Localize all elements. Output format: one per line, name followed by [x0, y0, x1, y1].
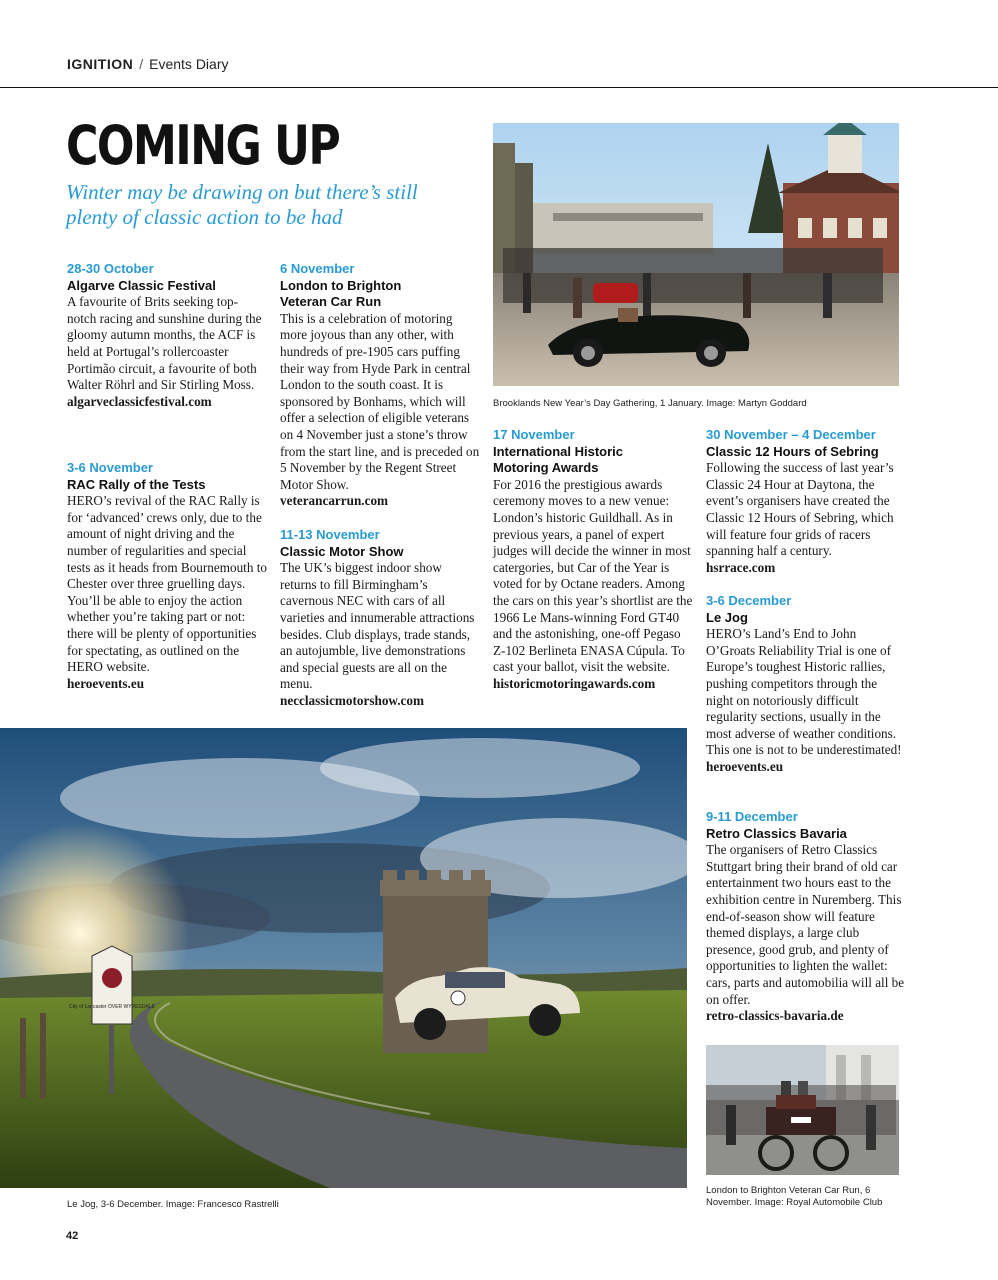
london-brighton-photo	[706, 1045, 899, 1175]
lejog-caption: Le Jog, 3-6 December. Image: Francesco Rastrelli	[67, 1199, 279, 1210]
event-name: Le Jog	[706, 609, 748, 625]
event-body: The UK’s biggest indoor show returns to fill Birmingham’s cavernous NEC with cars of all varieties and innumerable attractions besides. Club displays, trade stands, an autojumble, live demonstrations and special guests are all on the menu.	[280, 560, 475, 692]
london-brighton-image	[706, 1045, 899, 1175]
event-date: 3-6 November	[67, 460, 153, 475]
event-url[interactable]: historicmotoringawards.com	[493, 675, 656, 691]
event-date: 17 November	[493, 427, 575, 442]
event-name: Retro Classics Bavaria	[706, 825, 847, 841]
section-label: IGNITION	[67, 56, 134, 72]
lejog-photo	[0, 728, 687, 1188]
event-date: 3-6 December	[706, 593, 792, 608]
standfirst: Winter may be drawing on but there’s still plenty of classic action to be had	[66, 180, 418, 229]
event-body: This is a celebration of motoring more joyous than any other, with hundreds of pre-1905 cars puffing their way from Hyde Park in central London to the south coast. It is sponsored by Bonhams, which will offer a selection of eligible veterans on 4 November just a stone’s throw from the start line, and is preceded on 5 November by the Regent Street Motor Show.	[280, 310, 480, 492]
event-body: For 2016 the prestigious awards ceremony moves to a new venue: London’s historic Guildhall. As in previous years, a panel of expert judges will decide the winner in most catergories, but Car of the Year is voted for by Octane readers. Among the cars on this year’s shortlist are the 1966 Le Mans-winning Ford GT40 and the astonishing, one-off Pegaso Z-102 Berlineta ENASA Cúpula. To cast your ballot, visit the website.	[493, 476, 693, 675]
event-body: A favourite of Brits seeking top-notch racing and sunshine during the gloomy autumn months, the ACF is held at Portugal’s rollercoaster Portimão circuit, a favourite of both Walter Röhrl and Sir Stirling Moss.	[67, 294, 262, 393]
event-url[interactable]: heroevents.eu	[706, 758, 784, 774]
event-date: 30 November – 4 December	[706, 427, 876, 442]
page-number: 42	[66, 1230, 79, 1242]
lejog-image	[0, 728, 687, 1188]
event-date: 28-30 October	[67, 261, 154, 276]
london-brighton-caption: London to Brighton Veteran Car Run, 6 November. Image: Royal Automobile Club	[706, 1185, 883, 1208]
event-url[interactable]: heroevents.eu	[67, 675, 145, 691]
event-name: Classic Motor Show	[280, 543, 404, 559]
event-name: Algarve Classic Festival	[67, 277, 216, 293]
event-algarve	[67, 261, 267, 410]
running-header	[67, 56, 228, 72]
event-url[interactable]: hsrrace.com	[706, 559, 776, 575]
sign-text: City of Lancaster OVER WYRESDALE	[69, 1004, 155, 1010]
event-rac-rally	[67, 460, 267, 692]
page-title: COMING UP	[66, 114, 340, 177]
subsection-label: Events Diary	[149, 56, 229, 72]
event-url[interactable]: algarveclassicfestival.com	[67, 393, 212, 409]
event-body: HERO’s Land’s End to John O’Groats Reliability Trial is one of Europe’s toughest Historic rallies, pushing competitors through the night on notoriously difficult regularity sections, usually in the most adverse of weather conditions. This one is not to be underestimated!	[706, 626, 902, 758]
event-url[interactable]: retro-classics-bavaria.de	[706, 1008, 844, 1024]
event-date: 9-11 December	[706, 809, 798, 824]
event-classic-motor-show	[280, 527, 480, 710]
event-retro-classics	[706, 809, 906, 1025]
brooklands-photo	[493, 123, 899, 386]
event-name: Classic 12 Hours of Sebring	[706, 443, 879, 459]
header-rule	[0, 87, 998, 88]
header-separator: /	[139, 56, 144, 72]
event-url[interactable]: veterancarrun.com	[280, 493, 389, 509]
event-name: London to Brighton Veteran Car Run	[280, 277, 402, 310]
event-date: 11-13 November	[280, 527, 380, 542]
brooklands-image	[493, 123, 899, 386]
event-body: HERO’s revival of the RAC Rally is for ‘advanced’ crews only, due to the amount of night driving and the number of regularities and special tests as it heads from Bournemouth to Chester over three gruelling days. You’ll be able to enjoy the action whether you’re taking part or not: there will be plenty of opportunities for spectating, as outlined on the HERO website.	[67, 493, 267, 675]
brooklands-caption: Brooklands New Year’s Day Gathering, 1 January. Image: Martyn Goddard	[493, 398, 807, 409]
event-date: 6 November	[280, 261, 355, 276]
event-body: Following the success of last year’s Classic 24 Hour at Daytona, the event’s organisers have created the Classic 12 Hours of Sebring, which will feature four grids of racers spanning half a century.	[706, 460, 894, 559]
event-le-jog	[706, 593, 906, 776]
event-london-brighton	[280, 261, 480, 510]
event-name: International Historic Motoring Awards	[493, 443, 624, 476]
event-sebring	[706, 427, 906, 576]
event-url[interactable]: necclassicmotorshow.com	[280, 692, 424, 708]
event-body: The organisers of Retro Classics Stuttgart bring their brand of old car entertainment two hours east to the exhibition centre in Nuremberg. This end-of-season show will feature themed displays, a large club presence, good grub, and plenty of opportunities to lighten the wallet: cars, parts and automobilia will all be on offer.	[706, 842, 905, 1007]
event-motoring-awards	[493, 427, 693, 693]
event-name: RAC Rally of the Tests	[67, 476, 206, 492]
